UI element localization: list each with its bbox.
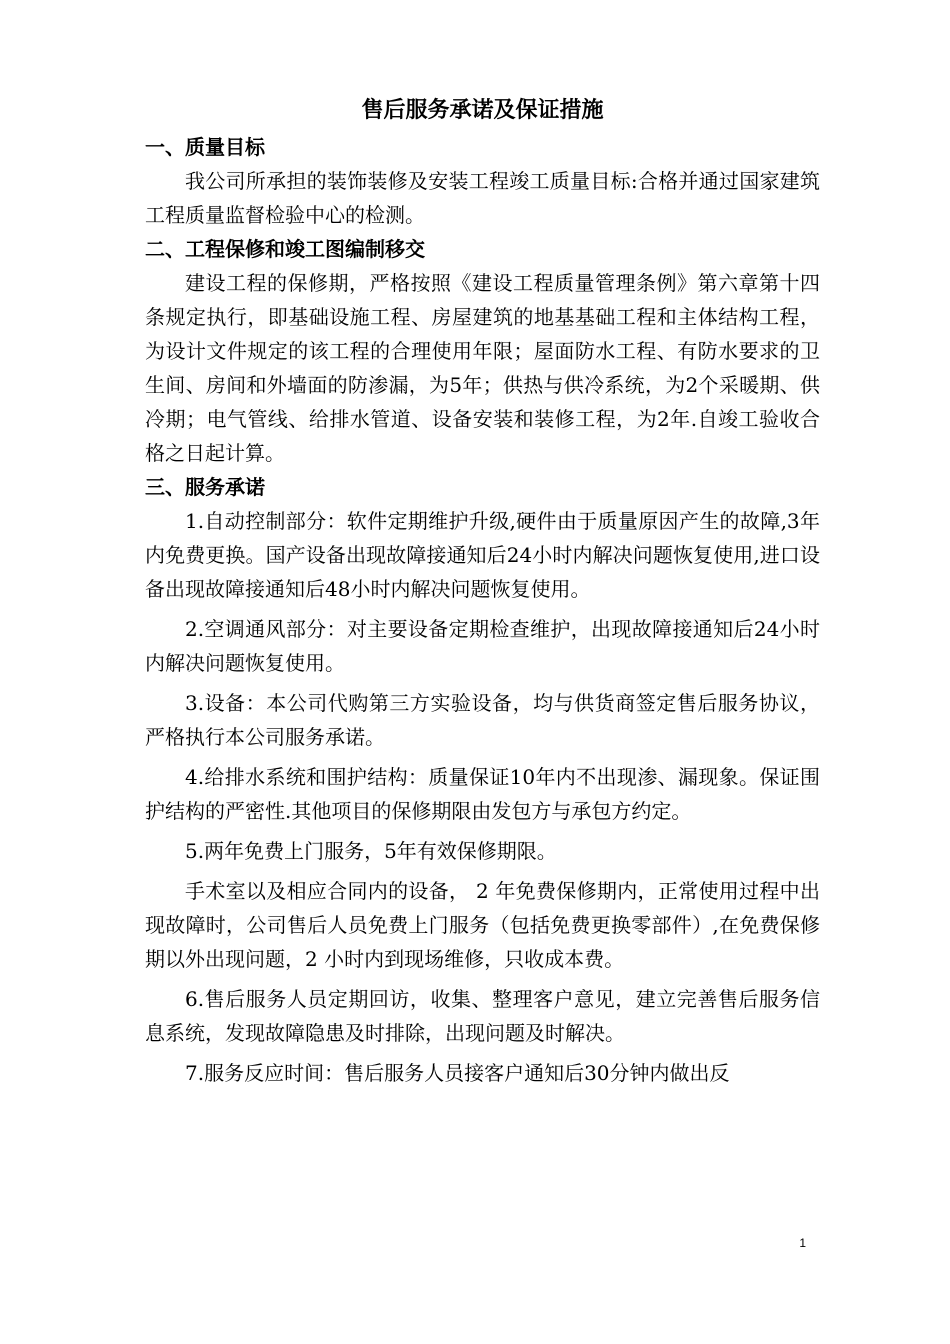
service-item-1: 1.自动控制部分：软件定期维护升级,硬件由于质量原因产生的故障,3年内免费更换。国产设备出现故障接通知后24小时内解决问题恢复使用,进口设备出现故障接通知后48小时内解决问题恢复使用。 bbox=[145, 509, 820, 601]
section-paragraph-warranty: 建设工程的保修期，严格按照《建设工程质量管理条例》第六章第十四条规定执行，即基础设施工程、房屋建筑的地基基础工程和主体结构工程，为设计文件规定的该工程的合理使用年限；屋面防水工程、有防水要求的卫生间、房间和外墙面的防渗漏，为5年；供热与供冷系统，为2个采暖期、供冷期；电气管线、给排水管道、设备安装和装修工程，为2年.自竣工验收合格之日起计算。 bbox=[145, 271, 820, 465]
section-heading-warranty: 二、工程保修和竣工图编制移交 bbox=[145, 237, 425, 261]
service-item-2: 2.空调通风部分：对主要设备定期检查维护，出现故障接通知后24小时内解决问题恢复使用。 bbox=[145, 617, 820, 675]
service-item-6: 6.售后服务人员定期回访，收集、整理客户意见，建立完善售后服务信息系统，发现故障隐患及时排除，出现问题及时解决。 bbox=[145, 987, 820, 1045]
document-title: 售后服务承诺及保证措施 bbox=[361, 98, 604, 123]
section-paragraph-quality-goal: 我公司所承担的装饰装修及安装工程竣工质量目标:合格并通过国家建筑工程质量监督检验中心的检测。 bbox=[145, 169, 820, 227]
service-item-7: 7.服务反应时间：售后服务人员接客户通知后30分钟内做出反 bbox=[185, 1061, 730, 1085]
document-body bbox=[145, 94, 820, 1096]
page-number: 1 bbox=[799, 1236, 806, 1250]
service-item-operating-room: 手术室以及相应合同内的设备， 2 年免费保修期内，正常使用过程中出现故障时，公司售后人员免费上门服务（包括免费更换零部件）,在免费保修期以外出现问题，2 小时内到现场维修，只收成本费。 bbox=[145, 879, 820, 971]
service-item-5: 5.两年免费上门服务，5年有效保修期限。 bbox=[185, 839, 557, 863]
service-item-3: 3.设备：本公司代购第三方实验设备，均与供货商签定售后服务协议，严格执行本公司服务承诺。 bbox=[145, 691, 820, 749]
section-heading-service-commitment: 三、服务承诺 bbox=[145, 475, 265, 499]
section-heading-quality-goal: 一、质量目标 bbox=[145, 135, 265, 159]
service-item-4: 4.给排水系统和围护结构：质量保证10年内不出现渗、漏现象。保证围护结构的严密性.其他项目的保修期限由发包方与承包方约定。 bbox=[145, 765, 820, 823]
